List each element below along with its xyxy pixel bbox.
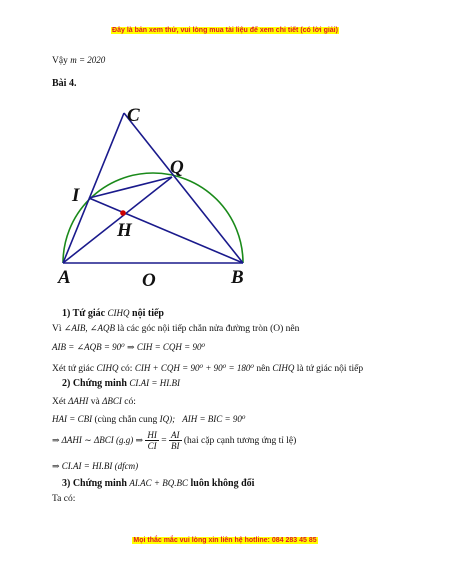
preview-banner: Đây là bản xem thử, vui lòng mua tài liệu để xem chi tiết (có lời giải) [112,27,338,34]
angle-equality-line: HAI = CBI (cùng chắn cung IQ); AIH = BIC = 90⁰ [52,414,246,425]
part3-heading: 3) Chứng minh AI.AC + BQ.BC luôn không đổi [62,478,255,489]
reason-line-2: AIB = ∠AQB = 90⁰ ⇒ CIH = CQH = 90⁰ [52,342,206,352]
consider-line: Xét ΔAHI và ΔBCI có: [52,396,136,407]
label-Q: Q [170,157,184,178]
label-O: O [142,270,156,291]
label-I: I [72,185,80,206]
part1-heading: 1) Tứ giác CIHQ nội tiếp [62,308,164,319]
segment-BC [124,113,243,263]
exercise-title: Bài 4. [52,78,77,89]
label-H: H [117,220,132,241]
label-A: A [58,267,71,288]
part2-heading: 2) Chứng minh CI.AI = HI.BI [62,378,180,389]
fraction-hi-ci: $\frac{HI}{CI}$ [147,430,157,452]
reason-line-3: Xét tứ giác CIHQ có: CIH + CQH = 90⁰ + 90⁰ = 180⁰ nên CIHQ là tứ giác nội tiếp [52,363,364,374]
label-C: C [127,105,140,126]
fraction-ai-bi: $\frac{AI}{BI}$ [171,430,180,452]
reason-line-1: Vì ∠AIB, ∠AQB là các góc nội tiếp chắn nửa đường tròn (O) nên [52,323,300,334]
point-H [120,210,126,216]
conclusion-math: m = 2020 [70,55,106,65]
taco-line: Ta có: [52,494,76,504]
result-line: ⇒ CI.AI = HI.BI (dfcm) [52,461,139,471]
similarity-line: ⇒ ΔAHI ∼ ΔBCI (g.g) ⇒ $\frac{HI}{CI}$ = $\frac{AI}{BI}$ (hai cặp cạnh tương ứng tỉ lệ) [52,430,297,452]
hotline-banner: Mọi thắc mắc vui lòng xin liên hệ hotline: 084 283 45 85 [133,537,317,544]
conclusion-line: Vậy m = 2020 [52,55,106,66]
segment-BI [89,198,243,263]
label-B: B [231,267,244,288]
semicircle-arc [63,173,243,263]
